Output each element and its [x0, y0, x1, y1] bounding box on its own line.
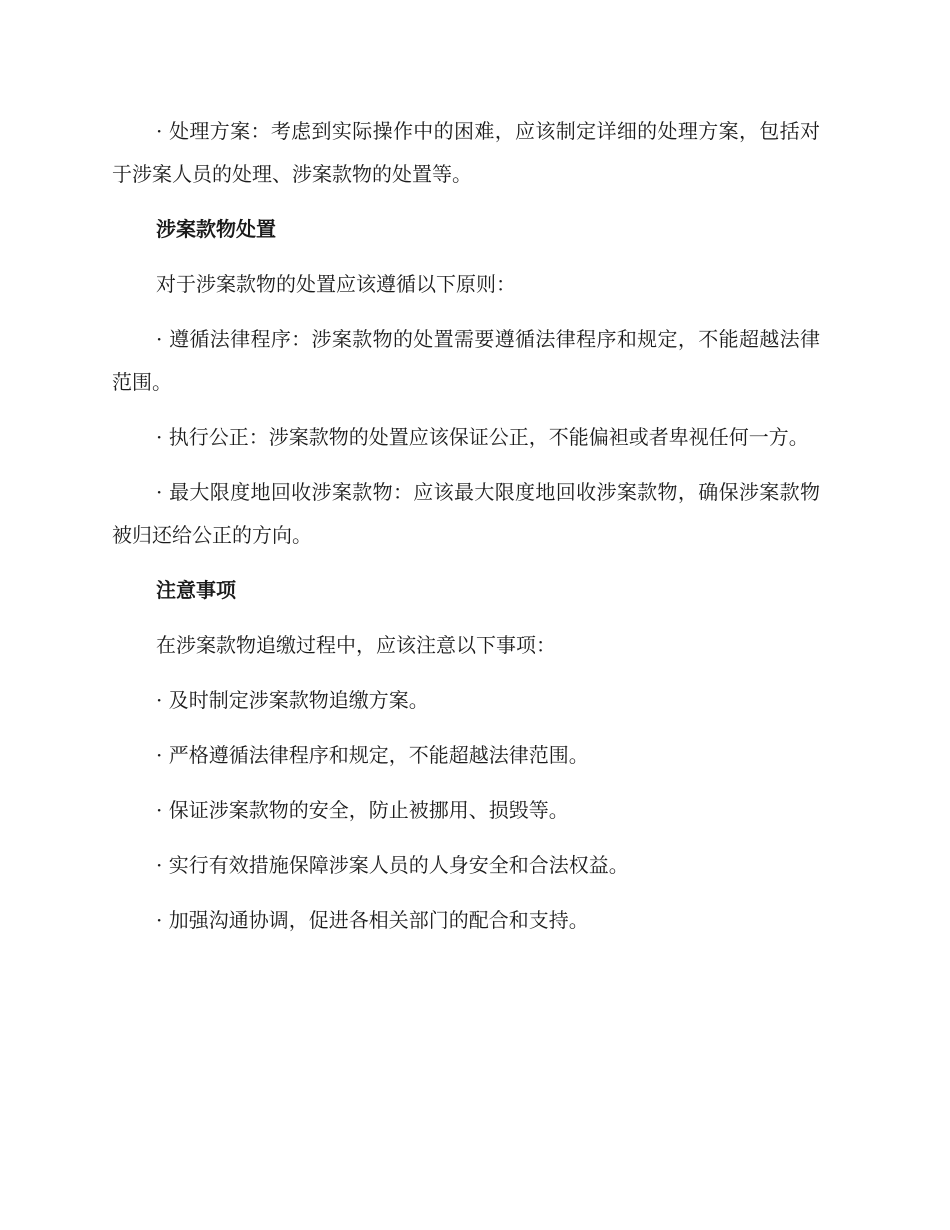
paragraph-notes-intro: 在涉案款物追缴过程中，应该注意以下事项： [156, 633, 556, 657]
list-item-follow-legal-procedure: · 遵循法律程序：涉案款物的处置需要遵循法律程序和规定，不能超越法律范围。 [112, 327, 820, 394]
section-heading-disposal: 涉案款物处置 [156, 217, 276, 241]
list-item-maximize-recovery: · 最大限度地回收涉案款物：应该最大限度地回收涉案款物，确保涉案款物被归还给公正的方向。 [112, 480, 820, 547]
list-item-fair-execution: · 执行公正：涉案款物的处置应该保证公正，不能偏袒或者卑视任何一方。 [156, 425, 809, 449]
list-item-timely-plan: · 及时制定涉案款物追缴方案。 [156, 688, 429, 712]
section-heading-notes: 注意事项 [156, 578, 236, 602]
paragraph-disposal-principles-intro: 对于涉案款物的处置应该遵循以下原则： [156, 272, 516, 296]
list-item-protect-rights: · 实行有效措施保障涉案人员的人身安全和合法权益。 [156, 853, 629, 877]
list-item-coordination: · 加强沟通协调，促进各相关部门的配合和支持。 [156, 908, 589, 932]
paragraph-handling-plan: · 处理方案：考虑到实际操作中的困难，应该制定详细的处理方案，包括对于涉案人员的处理、涉案款物的处置等。 [112, 119, 820, 186]
list-item-ensure-safety: · 保证涉案款物的安全，防止被挪用、损毁等。 [156, 798, 569, 822]
list-item-strict-procedure: · 严格遵循法律程序和规定，不能超越法律范围。 [156, 743, 589, 767]
